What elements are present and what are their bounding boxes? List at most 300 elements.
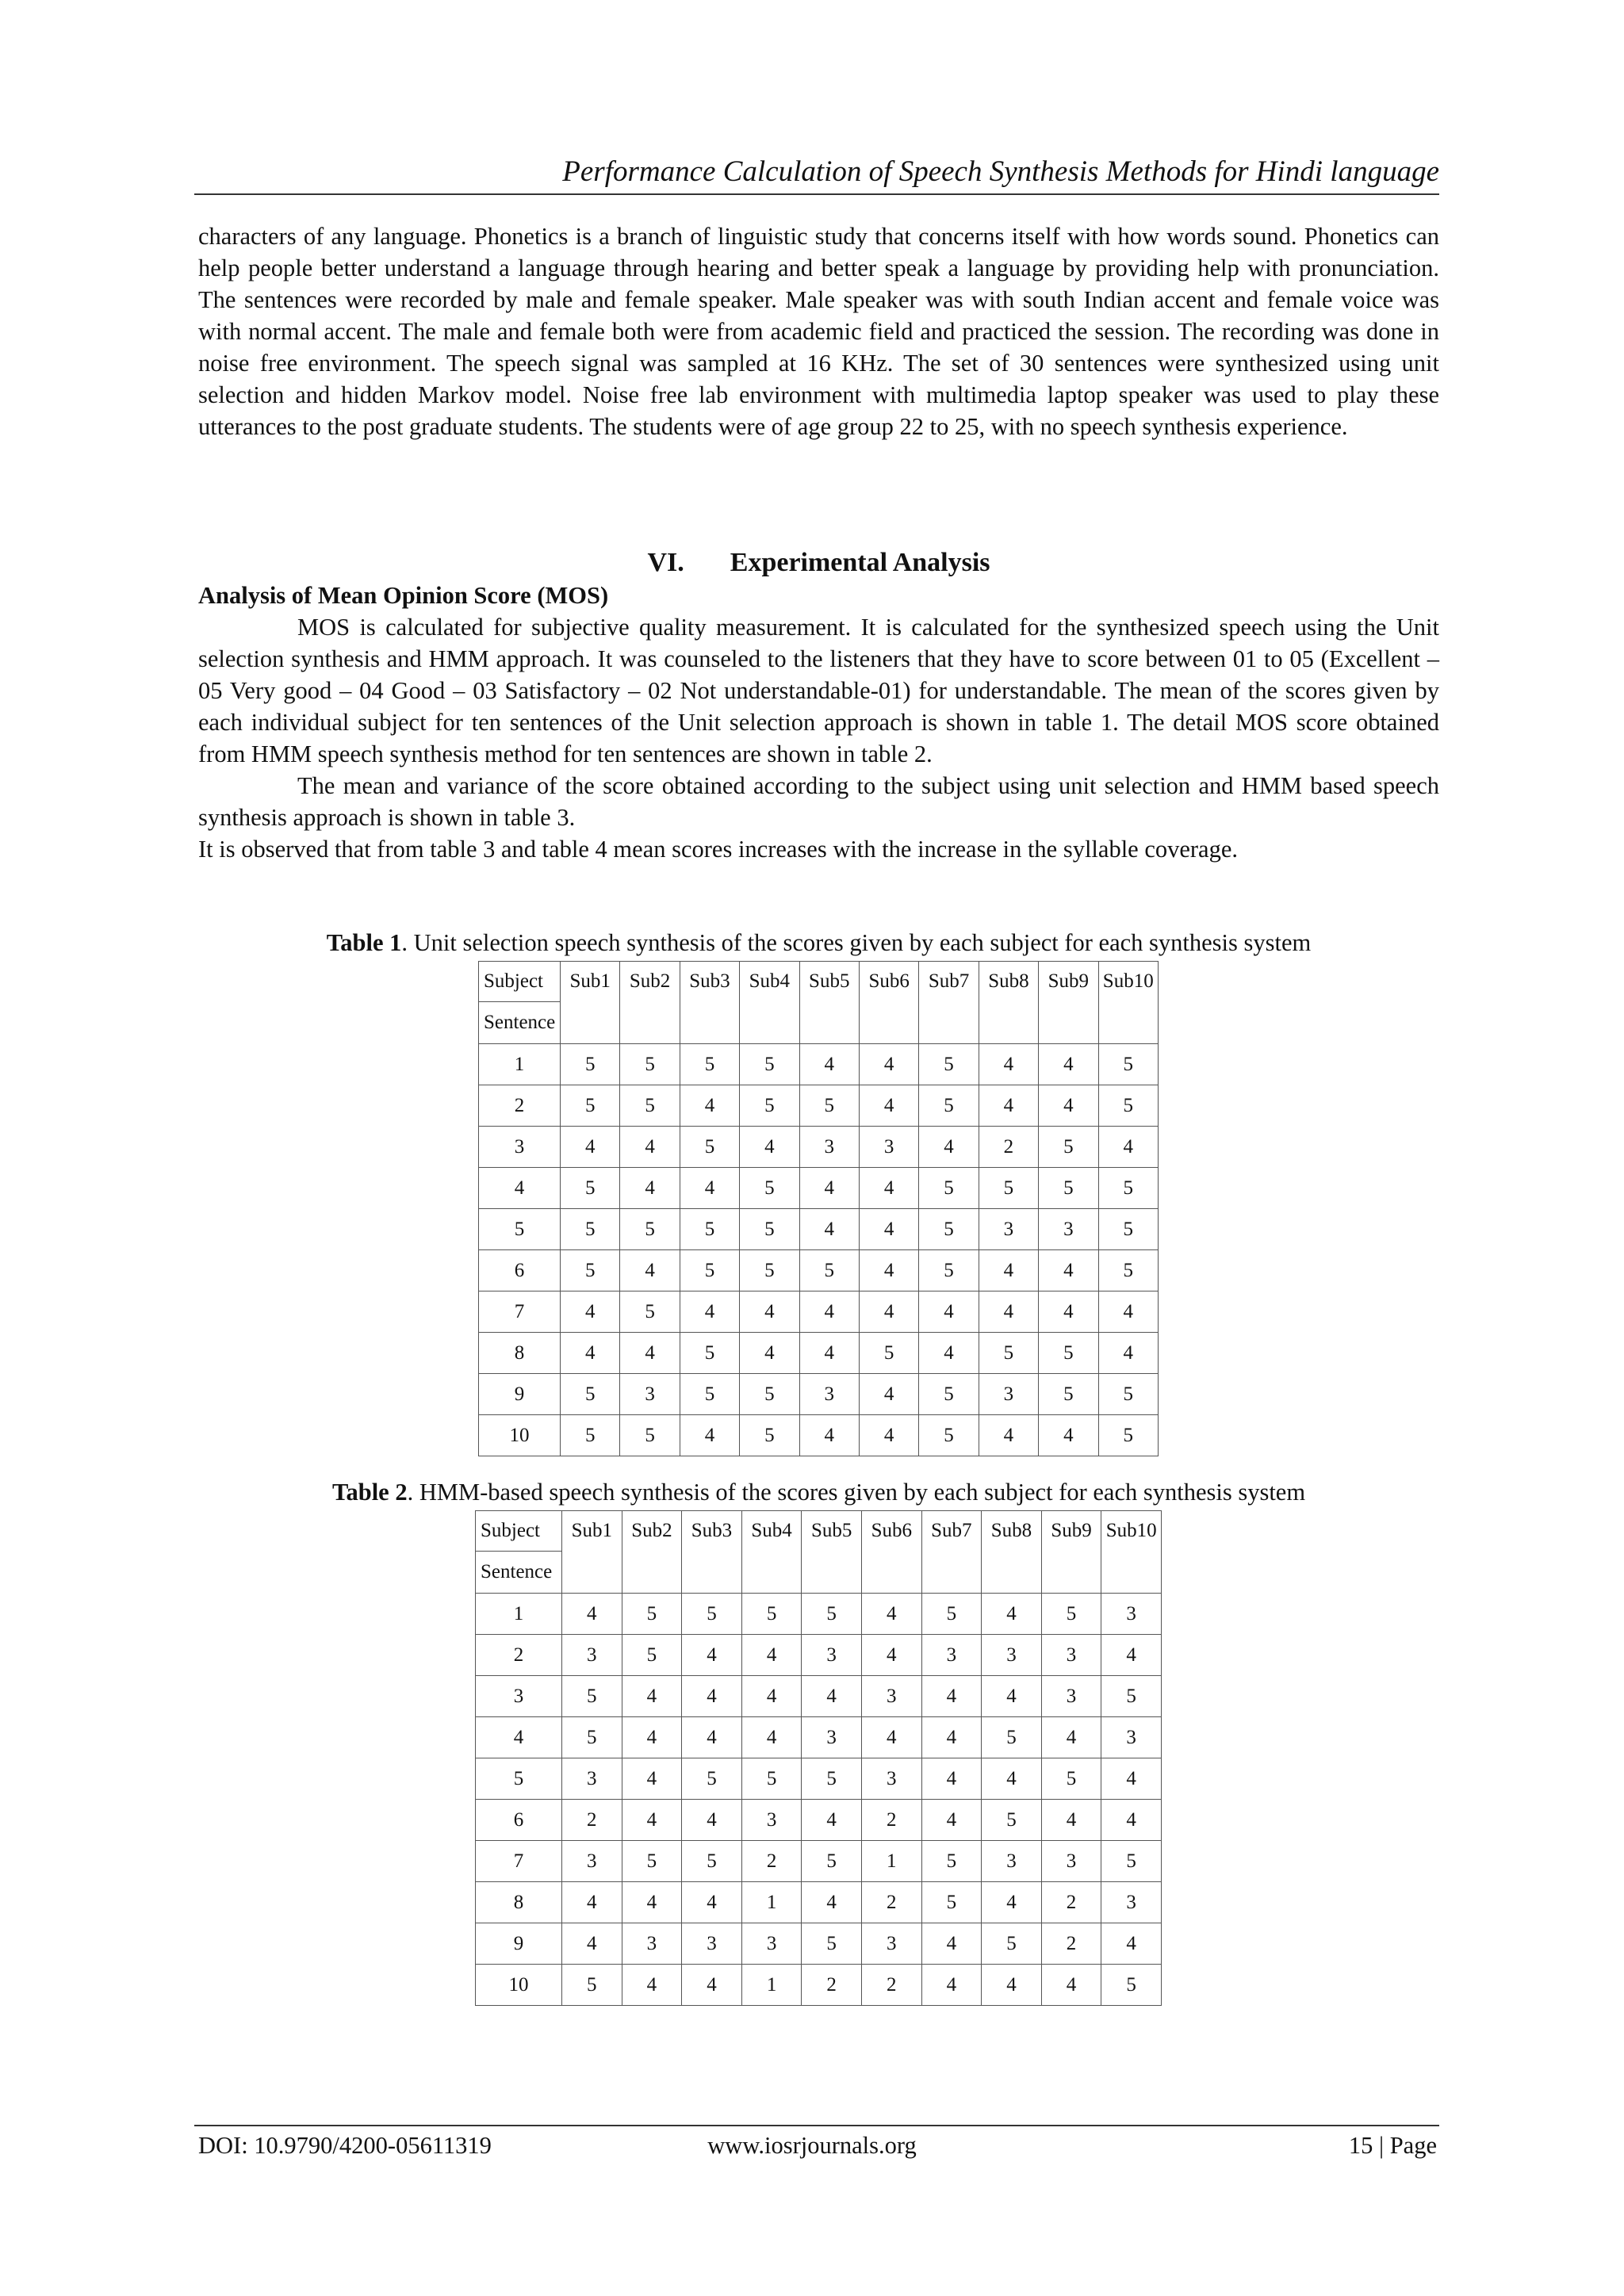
section-title: Experimental Analysis xyxy=(730,548,990,577)
sentence-number-cell: 2 xyxy=(476,1635,562,1676)
table-row xyxy=(479,1085,1159,1127)
subsection-heading: Analysis of Mean Opinion Score (MOS) xyxy=(198,582,609,609)
score-cell: 5 xyxy=(620,1085,680,1127)
corner-subject-label: Subject xyxy=(476,1511,562,1552)
table-row xyxy=(476,1635,1162,1676)
table-row xyxy=(476,1594,1162,1635)
score-cell: 3 xyxy=(1101,1594,1162,1635)
score-cell: 5 xyxy=(680,1209,739,1250)
header-spacer-cell xyxy=(1101,1552,1162,1594)
sentence-number-cell: 4 xyxy=(476,1717,562,1758)
column-header-sub4: Sub4 xyxy=(741,1511,802,1552)
score-cell: 4 xyxy=(620,1333,680,1374)
score-cell: 4 xyxy=(1101,1800,1162,1841)
score-cell: 2 xyxy=(1041,1923,1101,1965)
score-cell: 5 xyxy=(802,1923,862,1965)
score-cell: 4 xyxy=(802,1676,862,1717)
score-cell: 5 xyxy=(561,1168,620,1209)
score-cell: 5 xyxy=(682,1758,742,1800)
table-row xyxy=(476,1965,1162,2006)
score-cell: 5 xyxy=(919,1168,979,1209)
header-spacer-cell xyxy=(799,1002,859,1044)
footer-doi: DOI: 10.9790/4200-05611319 xyxy=(198,2132,492,2159)
score-cell: 5 xyxy=(1101,1676,1162,1717)
sentence-number-cell: 9 xyxy=(479,1374,561,1415)
score-cell: 5 xyxy=(680,1250,739,1292)
score-cell: 4 xyxy=(979,1292,1038,1333)
score-cell: 5 xyxy=(741,1594,802,1635)
score-cell: 5 xyxy=(1098,1044,1158,1085)
column-header-sub10: Sub10 xyxy=(1098,962,1158,1002)
score-cell: 4 xyxy=(1098,1333,1158,1374)
sentence-number-cell: 8 xyxy=(479,1333,561,1374)
score-cell: 4 xyxy=(799,1292,859,1333)
score-cell: 4 xyxy=(741,1717,802,1758)
table1-caption-text: . Unit selection speech synthesis of the scores given by each subject for each synthesis system xyxy=(401,929,1312,956)
sentence-number-cell: 10 xyxy=(476,1965,562,2006)
score-cell: 5 xyxy=(561,1044,620,1085)
score-cell: 5 xyxy=(740,1085,799,1127)
score-cell: 3 xyxy=(682,1923,742,1965)
score-cell: 4 xyxy=(919,1127,979,1168)
score-cell: 4 xyxy=(622,1717,682,1758)
header-rule xyxy=(194,193,1439,195)
table-row xyxy=(476,1800,1162,1841)
score-cell: 4 xyxy=(1039,1292,1098,1333)
score-cell: 5 xyxy=(562,1717,622,1758)
score-cell: 4 xyxy=(740,1127,799,1168)
score-cell: 3 xyxy=(1101,1882,1162,1923)
table2-caption-text: . HMM-based speech synthesis of the scores given by each subject for each synthesis system xyxy=(407,1479,1306,1506)
score-cell: 4 xyxy=(861,1594,921,1635)
sentence-number-cell: 6 xyxy=(476,1800,562,1841)
score-cell: 3 xyxy=(1039,1209,1098,1250)
score-cell: 3 xyxy=(622,1923,682,1965)
score-cell: 3 xyxy=(1041,1676,1101,1717)
score-cell: 5 xyxy=(740,1374,799,1415)
score-cell: 5 xyxy=(1098,1209,1158,1250)
header-row xyxy=(479,962,1159,1002)
score-cell: 4 xyxy=(979,1044,1038,1085)
score-cell: 4 xyxy=(1041,1717,1101,1758)
score-cell: 5 xyxy=(562,1676,622,1717)
score-cell: 5 xyxy=(1039,1168,1098,1209)
score-cell: 5 xyxy=(919,1250,979,1292)
header-spacer-cell xyxy=(561,1002,620,1044)
score-cell: 4 xyxy=(921,1965,982,2006)
score-cell: 4 xyxy=(682,1676,742,1717)
footer-page-number: 15 | Page xyxy=(1348,2132,1437,2159)
score-cell: 4 xyxy=(561,1292,620,1333)
table-row xyxy=(476,1717,1162,1758)
score-cell: 3 xyxy=(921,1635,982,1676)
score-cell: 5 xyxy=(682,1841,742,1882)
score-cell: 5 xyxy=(562,1965,622,2006)
column-header-sub3: Sub3 xyxy=(682,1511,742,1552)
column-header-sub3: Sub3 xyxy=(680,962,739,1002)
score-cell: 4 xyxy=(859,1292,918,1333)
score-cell: 3 xyxy=(979,1374,1038,1415)
score-cell: 4 xyxy=(620,1168,680,1209)
sentence-number-cell: 9 xyxy=(476,1923,562,1965)
sentence-number-cell: 1 xyxy=(479,1044,561,1085)
score-cell: 5 xyxy=(1039,1333,1098,1374)
score-cell: 3 xyxy=(799,1374,859,1415)
score-cell: 4 xyxy=(1039,1044,1098,1085)
header-row xyxy=(476,1511,1162,1552)
score-cell: 4 xyxy=(979,1085,1038,1127)
column-header-sub8: Sub8 xyxy=(982,1511,1042,1552)
score-cell: 3 xyxy=(741,1800,802,1841)
score-cell: 3 xyxy=(861,1676,921,1717)
score-cell: 4 xyxy=(682,1717,742,1758)
score-cell: 4 xyxy=(561,1333,620,1374)
sentence-number-cell: 6 xyxy=(479,1250,561,1292)
table-row xyxy=(479,1415,1159,1456)
score-cell: 4 xyxy=(620,1127,680,1168)
header-spacer-cell xyxy=(1039,1002,1098,1044)
score-cell: 4 xyxy=(562,1594,622,1635)
score-cell: 4 xyxy=(982,1758,1042,1800)
score-cell: 3 xyxy=(982,1841,1042,1882)
score-cell: 5 xyxy=(919,1209,979,1250)
score-cell: 4 xyxy=(1098,1127,1158,1168)
mos-paragraph-3: It is observed that from table 3 and table 4 mean scores increases with the increase in the syllable coverage. xyxy=(198,836,1239,863)
corner-sentence-label: Sentence xyxy=(476,1552,562,1594)
table-row xyxy=(479,1374,1159,1415)
score-cell: 4 xyxy=(859,1374,918,1415)
score-cell: 5 xyxy=(1098,1415,1158,1456)
mos-section xyxy=(198,580,1439,865)
score-cell: 4 xyxy=(680,1292,739,1333)
score-cell: 5 xyxy=(740,1168,799,1209)
score-cell: 5 xyxy=(1098,1250,1158,1292)
score-cell: 5 xyxy=(740,1209,799,1250)
table-row xyxy=(479,1292,1159,1333)
table1-label: Table 1 xyxy=(326,929,402,956)
score-cell: 5 xyxy=(919,1415,979,1456)
score-cell: 5 xyxy=(561,1209,620,1250)
score-cell: 4 xyxy=(1039,1085,1098,1127)
header-spacer-cell xyxy=(740,1002,799,1044)
score-cell: 4 xyxy=(680,1085,739,1127)
score-cell: 5 xyxy=(561,1085,620,1127)
sentence-number-cell: 2 xyxy=(479,1085,561,1127)
score-cell: 4 xyxy=(799,1168,859,1209)
intro-paragraph: characters of any language. Phonetics is a branch of linguistic study that concerns itself with how words sound. Phonetics can help people better understand a language through hearing and better speak a language by providing help with pronunciation. The sentences were recorded by male and female speaker. Male speaker was with south Indian accent and female voice was with normal accent. The male and female both were from academic field and practiced the session. The recording was done in noise free environment. The speech signal was sampled at 16 KHz. The set of 30 sentences were synthesized using unit selection and hidden Markov model. Noise free lab environment with multimedia laptop speaker was used to play these utterances to the post graduate students. The students were of age group 22 to 25, with no speech synthesis experience. xyxy=(198,223,1439,440)
score-cell: 5 xyxy=(799,1085,859,1127)
score-cell: 5 xyxy=(561,1374,620,1415)
header-spacer-cell xyxy=(1098,1002,1158,1044)
score-cell: 4 xyxy=(859,1415,918,1456)
score-cell: 5 xyxy=(1039,1374,1098,1415)
score-cell: 4 xyxy=(682,1965,742,2006)
score-cell: 4 xyxy=(982,1594,1042,1635)
score-cell: 4 xyxy=(682,1882,742,1923)
score-cell: 4 xyxy=(622,1758,682,1800)
score-cell: 5 xyxy=(620,1209,680,1250)
score-cell: 1 xyxy=(741,1965,802,2006)
score-cell: 4 xyxy=(979,1415,1038,1456)
score-cell: 4 xyxy=(982,1882,1042,1923)
header-spacer-cell xyxy=(680,1002,739,1044)
score-cell: 3 xyxy=(982,1635,1042,1676)
section-heading xyxy=(198,545,1439,580)
table2-label: Table 2 xyxy=(331,1479,408,1506)
table-row xyxy=(479,1168,1159,1209)
score-cell: 1 xyxy=(741,1882,802,1923)
score-cell: 4 xyxy=(979,1250,1038,1292)
corner-subject-label: Subject xyxy=(479,962,561,1002)
score-cell: 4 xyxy=(921,1923,982,1965)
score-cell: 4 xyxy=(620,1250,680,1292)
column-header-sub2: Sub2 xyxy=(622,1511,682,1552)
footer-website: www.iosrjournals.org xyxy=(707,2132,917,2159)
score-cell: 5 xyxy=(979,1168,1038,1209)
score-cell: 5 xyxy=(620,1292,680,1333)
score-cell: 2 xyxy=(979,1127,1038,1168)
score-cell: 4 xyxy=(799,1333,859,1374)
score-cell: 4 xyxy=(622,1882,682,1923)
score-cell: 4 xyxy=(802,1882,862,1923)
score-cell: 5 xyxy=(740,1044,799,1085)
column-header-sub9: Sub9 xyxy=(1041,1511,1101,1552)
score-cell: 4 xyxy=(921,1717,982,1758)
score-cell: 5 xyxy=(622,1594,682,1635)
score-cell: 5 xyxy=(802,1758,862,1800)
column-header-sub9: Sub9 xyxy=(1039,962,1098,1002)
sentence-number-cell: 5 xyxy=(476,1758,562,1800)
header-spacer-cell xyxy=(622,1552,682,1594)
score-cell: 4 xyxy=(682,1635,742,1676)
score-cell: 5 xyxy=(620,1415,680,1456)
sentence-number-cell: 3 xyxy=(476,1676,562,1717)
column-header-sub7: Sub7 xyxy=(921,1511,982,1552)
score-cell: 4 xyxy=(1101,1758,1162,1800)
column-header-sub5: Sub5 xyxy=(799,962,859,1002)
score-cell: 4 xyxy=(1039,1250,1098,1292)
score-cell: 2 xyxy=(802,1965,862,2006)
score-cell: 4 xyxy=(859,1250,918,1292)
header-spacer-cell xyxy=(919,1002,979,1044)
table1 xyxy=(478,961,1159,1456)
table-row xyxy=(476,1758,1162,1800)
score-cell: 4 xyxy=(1101,1635,1162,1676)
score-cell: 5 xyxy=(680,1127,739,1168)
column-header-sub7: Sub7 xyxy=(919,962,979,1002)
score-cell: 4 xyxy=(799,1415,859,1456)
table-row xyxy=(479,1209,1159,1250)
score-cell: 4 xyxy=(982,1965,1042,2006)
score-cell: 3 xyxy=(562,1635,622,1676)
sentence-number-cell: 7 xyxy=(479,1292,561,1333)
column-header-sub4: Sub4 xyxy=(740,962,799,1002)
score-cell: 5 xyxy=(919,1374,979,1415)
footer-rule xyxy=(194,2125,1439,2126)
score-cell: 4 xyxy=(680,1415,739,1456)
score-cell: 4 xyxy=(921,1800,982,1841)
score-cell: 5 xyxy=(740,1250,799,1292)
table-row xyxy=(476,1923,1162,1965)
score-cell: 4 xyxy=(859,1085,918,1127)
score-cell: 5 xyxy=(982,1923,1042,1965)
score-cell: 5 xyxy=(1101,1841,1162,1882)
score-cell: 4 xyxy=(622,1965,682,2006)
score-cell: 4 xyxy=(622,1676,682,1717)
header-spacer-cell xyxy=(1041,1552,1101,1594)
score-cell: 4 xyxy=(740,1292,799,1333)
score-cell: 3 xyxy=(620,1374,680,1415)
header-spacer-cell xyxy=(802,1552,862,1594)
score-cell: 3 xyxy=(1041,1635,1101,1676)
column-header-sub6: Sub6 xyxy=(861,1511,921,1552)
corner-sentence-label: Sentence xyxy=(479,1002,561,1044)
table-row xyxy=(476,1882,1162,1923)
score-cell: 5 xyxy=(561,1250,620,1292)
header-row-sentence xyxy=(479,1002,1159,1044)
score-cell: 4 xyxy=(680,1168,739,1209)
score-cell: 2 xyxy=(861,1882,921,1923)
score-cell: 5 xyxy=(1101,1965,1162,2006)
score-cell: 4 xyxy=(859,1168,918,1209)
column-header-sub5: Sub5 xyxy=(802,1511,862,1552)
score-cell: 4 xyxy=(562,1923,622,1965)
column-header-sub1: Sub1 xyxy=(561,962,620,1002)
score-cell: 4 xyxy=(1098,1292,1158,1333)
score-cell: 4 xyxy=(741,1676,802,1717)
header-spacer-cell xyxy=(682,1552,742,1594)
score-cell: 5 xyxy=(1041,1594,1101,1635)
header-spacer-cell xyxy=(982,1552,1042,1594)
score-cell: 4 xyxy=(982,1676,1042,1717)
table-row xyxy=(479,1333,1159,1374)
score-cell: 2 xyxy=(861,1800,921,1841)
header-spacer-cell xyxy=(859,1002,918,1044)
table2 xyxy=(475,1510,1162,2006)
table-row xyxy=(476,1841,1162,1882)
sentence-number-cell: 5 xyxy=(479,1209,561,1250)
score-cell: 3 xyxy=(861,1758,921,1800)
score-cell: 5 xyxy=(1041,1758,1101,1800)
score-cell: 4 xyxy=(861,1717,921,1758)
score-cell: 5 xyxy=(921,1841,982,1882)
mos-paragraph-2: The mean and variance of the score obtained according to the subject using unit selection and HMM based speech synthesis approach is shown in table 3. xyxy=(198,772,1439,831)
score-cell: 4 xyxy=(861,1635,921,1676)
score-cell: 3 xyxy=(861,1923,921,1965)
header-spacer-cell xyxy=(979,1002,1038,1044)
score-cell: 4 xyxy=(1041,1965,1101,2006)
score-cell: 2 xyxy=(861,1965,921,2006)
score-cell: 4 xyxy=(741,1635,802,1676)
column-header-sub6: Sub6 xyxy=(859,962,918,1002)
score-cell: 4 xyxy=(919,1333,979,1374)
score-cell: 5 xyxy=(622,1841,682,1882)
score-cell: 4 xyxy=(921,1676,982,1717)
score-cell: 4 xyxy=(799,1209,859,1250)
score-cell: 3 xyxy=(562,1841,622,1882)
header-row-sentence xyxy=(476,1552,1162,1594)
score-cell: 3 xyxy=(1101,1717,1162,1758)
intro-section xyxy=(198,220,1439,442)
score-cell: 5 xyxy=(1098,1374,1158,1415)
table-row xyxy=(479,1127,1159,1168)
header-spacer-cell xyxy=(741,1552,802,1594)
score-cell: 4 xyxy=(919,1292,979,1333)
score-cell: 4 xyxy=(1041,1800,1101,1841)
score-cell: 3 xyxy=(979,1209,1038,1250)
score-cell: 3 xyxy=(741,1923,802,1965)
score-cell: 5 xyxy=(921,1882,982,1923)
score-cell: 5 xyxy=(921,1594,982,1635)
score-cell: 3 xyxy=(802,1635,862,1676)
header-spacer-cell xyxy=(861,1552,921,1594)
score-cell: 4 xyxy=(682,1800,742,1841)
column-header-sub1: Sub1 xyxy=(562,1511,622,1552)
score-cell: 5 xyxy=(859,1333,918,1374)
sentence-number-cell: 8 xyxy=(476,1882,562,1923)
score-cell: 5 xyxy=(1098,1085,1158,1127)
score-cell: 5 xyxy=(680,1333,739,1374)
score-cell: 2 xyxy=(1041,1882,1101,1923)
score-cell: 5 xyxy=(741,1758,802,1800)
column-header-sub2: Sub2 xyxy=(620,962,680,1002)
score-cell: 1 xyxy=(861,1841,921,1882)
score-cell: 4 xyxy=(1101,1923,1162,1965)
table-row xyxy=(476,1676,1162,1717)
column-header-sub10: Sub10 xyxy=(1101,1511,1162,1552)
score-cell: 5 xyxy=(802,1841,862,1882)
sentence-number-cell: 3 xyxy=(479,1127,561,1168)
score-cell: 5 xyxy=(680,1044,739,1085)
score-cell: 5 xyxy=(919,1085,979,1127)
score-cell: 5 xyxy=(982,1717,1042,1758)
score-cell: 3 xyxy=(859,1127,918,1168)
mos-paragraph-1: MOS is calculated for subjective quality measurement. It is calculated for the synthesized speech using the Unit selection synthesis and HMM approach. It was counseled to the listeners that they have to score between 01 to 05 (Excellent – 05 Very good – 04 Good – 03 Satisfactory – 02 Not understandable-01) for understandable. The mean of the scores given by each individual subject for ten sentences of the Unit selection approach is shown in table 1. The detail MOS score obtained from HMM speech synthesis method for ten sentences are shown in table 2. xyxy=(198,614,1439,767)
table-row xyxy=(479,1044,1159,1085)
score-cell: 5 xyxy=(561,1415,620,1456)
score-cell: 4 xyxy=(802,1800,862,1841)
section-number: VI. xyxy=(647,548,684,577)
score-cell: 3 xyxy=(799,1127,859,1168)
table2-caption xyxy=(198,1476,1439,1508)
score-cell: 4 xyxy=(1039,1415,1098,1456)
score-cell: 4 xyxy=(859,1209,918,1250)
score-cell: 5 xyxy=(1039,1127,1098,1168)
score-cell: 3 xyxy=(562,1758,622,1800)
score-cell: 5 xyxy=(1098,1168,1158,1209)
score-cell: 5 xyxy=(622,1635,682,1676)
header-spacer-cell xyxy=(620,1002,680,1044)
score-cell: 5 xyxy=(620,1044,680,1085)
score-cell: 5 xyxy=(802,1594,862,1635)
score-cell: 4 xyxy=(561,1127,620,1168)
sentence-number-cell: 4 xyxy=(479,1168,561,1209)
table-row xyxy=(479,1250,1159,1292)
score-cell: 4 xyxy=(740,1333,799,1374)
score-cell: 5 xyxy=(682,1594,742,1635)
column-header-sub8: Sub8 xyxy=(979,962,1038,1002)
sentence-number-cell: 10 xyxy=(479,1415,561,1456)
table1-caption xyxy=(198,927,1439,959)
running-title: Performance Calculation of Speech Synthesis Methods for Hindi language xyxy=(562,155,1439,188)
score-cell: 5 xyxy=(740,1415,799,1456)
score-cell: 5 xyxy=(919,1044,979,1085)
score-cell: 4 xyxy=(921,1758,982,1800)
score-cell: 2 xyxy=(562,1800,622,1841)
score-cell: 4 xyxy=(562,1882,622,1923)
score-cell: 3 xyxy=(1041,1841,1101,1882)
score-cell: 4 xyxy=(799,1044,859,1085)
